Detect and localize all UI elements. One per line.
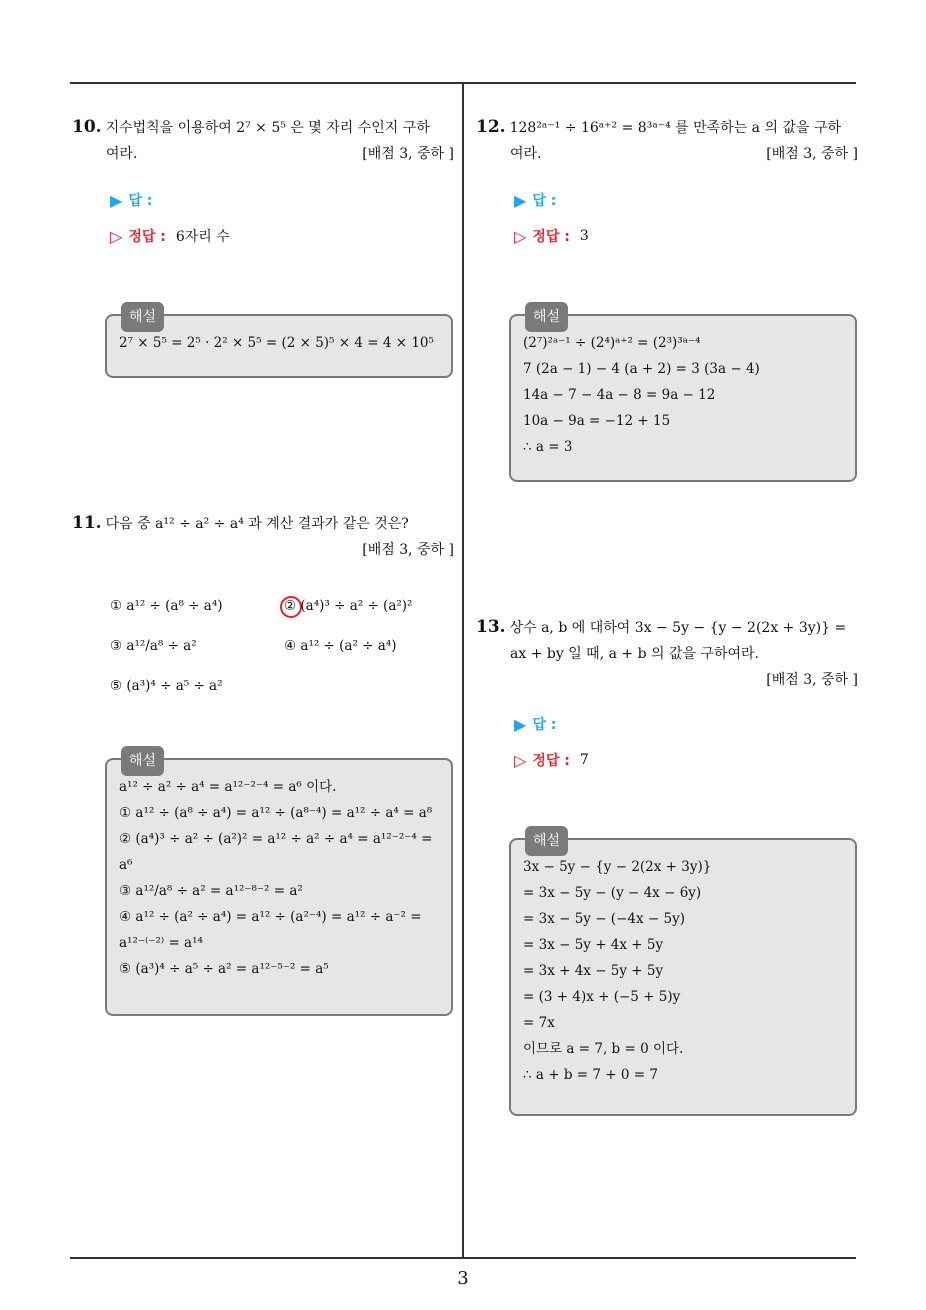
question-text-cont: ax + by 일 때, a + b 의 값을 구하여라.: [510, 646, 760, 662]
option-4[interactable]: ④ a¹² ÷ (a² ÷ a⁴): [284, 638, 397, 654]
explanation-line: ⑤ (a³)⁴ ÷ a⁵ ÷ a² = a¹²⁻⁵⁻² = a⁵: [119, 961, 329, 977]
explanation-box-12: [509, 309, 857, 482]
correct-label: 정답 :: [532, 753, 570, 769]
explanation-line: ④ a¹² ÷ (a² ÷ a⁴) = a¹² ÷ (a²⁻⁴) = a¹² ÷ a⁻² =: [119, 909, 422, 925]
option-2[interactable]: ② (a⁴)³ ÷ a² ÷ (a²)²: [284, 598, 413, 614]
score: [배점 3, 중하 ]: [766, 146, 858, 162]
explanation-line: (2⁷)²ᵃ⁻¹ ÷ (2⁴)ᵃ⁺² = (2³)³ᵃ⁻⁴: [523, 335, 701, 351]
explanation-line: = 7x: [523, 1015, 555, 1031]
column-divider: [462, 82, 464, 1258]
explanation-box-13: [509, 833, 857, 1116]
option-5[interactable]: ⑤ (a³)⁴ ÷ a⁵ ÷ a²: [110, 678, 223, 694]
question-number: 11.: [72, 513, 102, 533]
explanation-line: 10a − 9a = −12 + 15: [523, 413, 671, 429]
bottom-rule: [70, 1257, 856, 1259]
question-number: 10.: [72, 117, 102, 137]
question-11: [72, 510, 454, 563]
question-text-cont: 여라.: [510, 146, 542, 162]
question-number: 13.: [476, 617, 506, 637]
explanation-line: 2⁷ × 5⁵ = 2⁵ · 2² × 5⁵ = (2 × 5)⁵ × 4 = 4 × 10⁵: [119, 335, 434, 351]
question-text: 다음 중 a¹² ÷ a² ÷ a⁴ 과 계산 결과가 같은 것은?: [105, 516, 409, 532]
explanation-line: 7 (2a − 1) − 4 (a + 2) = 3 (3a − 4): [523, 361, 760, 377]
correct-answer-13: [514, 750, 589, 770]
answer-field-10[interactable]: [110, 190, 152, 210]
correct-label: 정답 :: [532, 229, 570, 245]
explanation-line: = 3x − 5y + 4x + 5y: [523, 937, 664, 953]
option-3[interactable]: ③ a¹²/a⁸ ÷ a²: [110, 638, 197, 654]
explanation-line: a¹²⁻⁽⁻²⁾ = a¹⁴: [119, 935, 203, 951]
explanation-tag: 해설: [525, 302, 568, 332]
page-number: 3: [457, 1268, 469, 1289]
correct-value: 7: [579, 752, 589, 768]
explanation-box-11: [105, 753, 453, 1016]
explanation-box-10: [105, 309, 453, 378]
play-icon: ▶: [514, 714, 527, 734]
score: [배점 3, 중하 ]: [766, 672, 858, 688]
correct-answer-12: [514, 226, 589, 246]
explanation-line: ∴ a + b = 7 + 0 = 7: [523, 1067, 658, 1083]
answer-field-13[interactable]: [514, 714, 556, 734]
question-number: 12.: [476, 117, 506, 137]
explanation-tag: 해설: [121, 302, 164, 332]
outline-triangle-icon: ▷: [110, 226, 123, 246]
score: [배점 3, 중하 ]: [362, 146, 454, 162]
explanation-line: 3x − 5y − {y − 2(2x + 3y)}: [523, 859, 712, 875]
question-13: [476, 614, 858, 693]
explanation-line: a¹² ÷ a² ÷ a⁴ = a¹²⁻²⁻⁴ = a⁶ 이다.: [119, 779, 337, 795]
correct-value: 3: [579, 228, 589, 244]
explanation-line: ③ a¹²/a⁸ ÷ a² = a¹²⁻⁸⁻² = a²: [119, 883, 303, 899]
play-icon: ▶: [514, 190, 527, 210]
explanation-tag: 해설: [525, 826, 568, 856]
explanation-line: = 3x − 5y − (−4x − 5y): [523, 911, 685, 927]
explanation-line: ② (a⁴)³ ÷ a² ÷ (a²)² = a¹² ÷ a² ÷ a⁴ = a¹²⁻²⁻⁴ =: [119, 831, 433, 847]
correct-label: 정답 :: [128, 229, 166, 245]
explanation-line: 14a − 7 − 4a − 8 = 9a − 12: [523, 387, 716, 403]
question-10: [72, 114, 454, 167]
question-12: [476, 114, 858, 167]
explanation-line: a⁶: [119, 857, 133, 873]
explanation-line: ∴ a = 3: [523, 439, 573, 455]
question-text: 지수법칙을 이용하여 2⁷ × 5⁵ 은 몇 자리 수인지 구하: [105, 120, 430, 136]
outline-triangle-icon: ▷: [514, 226, 527, 246]
correct-value: 6자리 수: [175, 229, 230, 245]
option-1[interactable]: ① a¹² ÷ (a⁸ ÷ a⁴): [110, 598, 223, 614]
outline-triangle-icon: ▷: [514, 750, 527, 770]
question-text-cont: 여라.: [106, 146, 138, 162]
answer-field-12[interactable]: [514, 190, 556, 210]
explanation-line: = 3x + 4x − 5y + 5y: [523, 963, 664, 979]
explanation-line: 이므로 a = 7, b = 0 이다.: [523, 1041, 684, 1057]
answer-label: 답 :: [532, 717, 557, 733]
question-text: 128²ᵃ⁻¹ ÷ 16ᵃ⁺² = 8³ᵃ⁻⁴ 를 만족하는 a 의 값을 구하: [509, 120, 842, 136]
answer-label: 답 :: [532, 193, 557, 209]
explanation-line: = (3 + 4)x + (−5 + 5)y: [523, 989, 681, 1005]
explanation-line: ① a¹² ÷ (a⁸ ÷ a⁴) = a¹² ÷ (a⁸⁻⁴) = a¹² ÷ a⁴ = a⁸: [119, 805, 433, 821]
play-icon: ▶: [110, 190, 123, 210]
answer-label: 답 :: [128, 193, 153, 209]
correct-answer-10: [110, 226, 230, 246]
explanation-line: = 3x − 5y − (y − 4x − 6y): [523, 885, 702, 901]
score: [배점 3, 중하 ]: [362, 542, 454, 558]
explanation-tag: 해설: [121, 746, 164, 776]
question-text: 상수 a, b 에 대하여 3x − 5y − {y − 2(2x + 3y)} =: [509, 620, 847, 636]
